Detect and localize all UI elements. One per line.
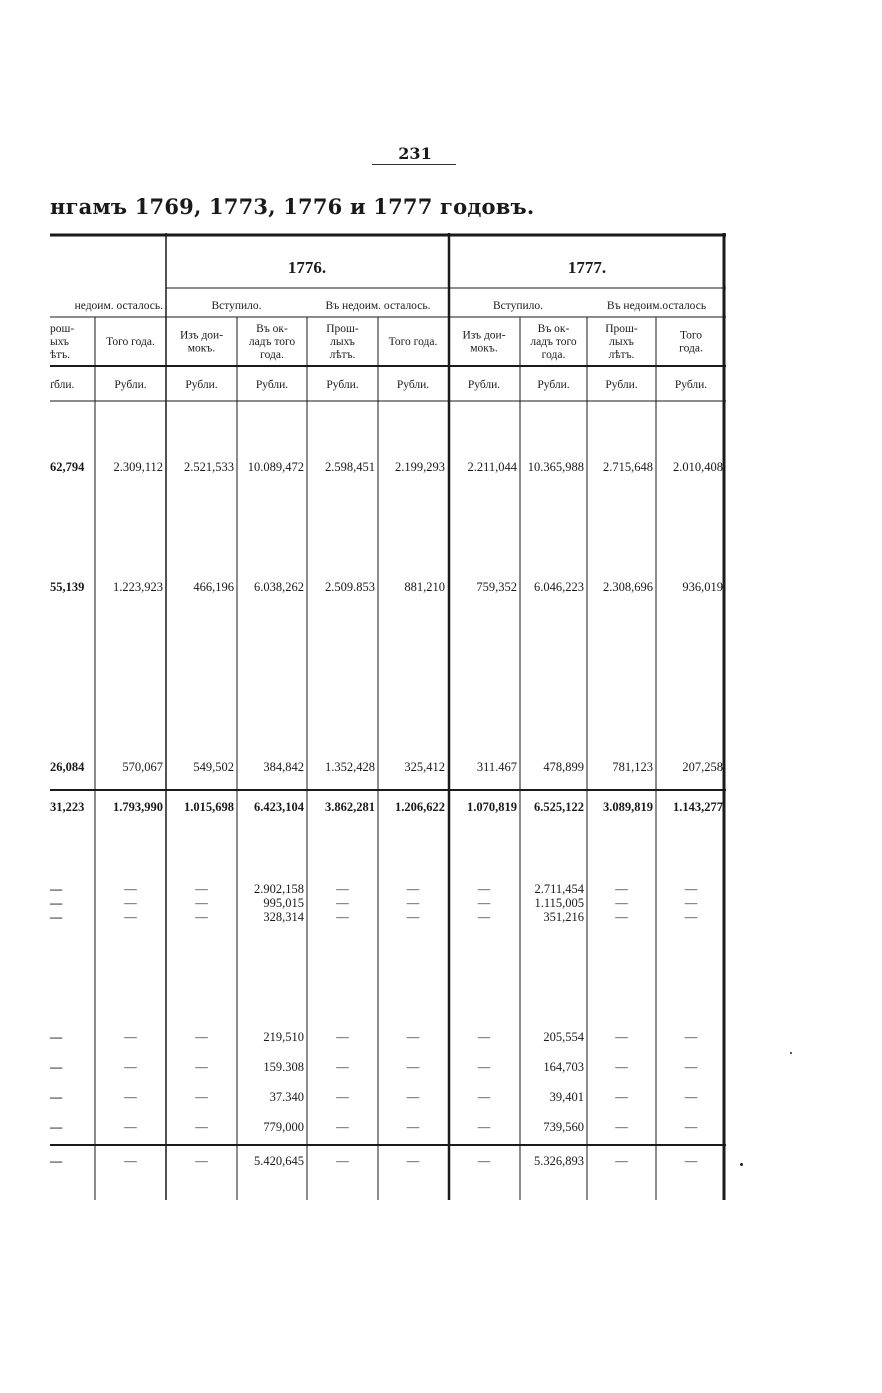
number-cell: 351,216 — [543, 910, 584, 924]
unit-label: Рубли. — [185, 379, 218, 391]
unit-label: ґбли. — [50, 379, 75, 391]
sub-header: ѣтъ. — [50, 349, 71, 361]
number-cell: 2.715,648 — [603, 460, 653, 474]
dash-cell: — — [195, 1090, 208, 1104]
dash-cell: — — [684, 1030, 698, 1044]
dash-cell: — — [124, 1090, 137, 1104]
sub-header: мокъ. — [187, 342, 216, 355]
dash-cell: — — [124, 896, 137, 910]
dash-cell: — — [615, 1154, 628, 1168]
dash-cell: — — [615, 882, 628, 896]
dash-cell: — — [195, 1030, 208, 1044]
number-cell: 6.046,223 — [534, 580, 584, 594]
number-cell: 26,084 — [50, 760, 85, 774]
dash-cell: — — [615, 1090, 628, 1104]
number-cell: 159.308 — [263, 1060, 304, 1074]
number-cell: 311.467 — [476, 760, 517, 774]
number-cell: 2.521,533 — [184, 460, 234, 474]
dash-cell: — — [477, 1090, 491, 1104]
group-header: Въ недоим.осталось — [606, 300, 707, 312]
unit-label: Рубли. — [605, 379, 638, 391]
unit-label: Рубли. — [255, 379, 289, 391]
number-cell: 6.038,262 — [254, 580, 304, 594]
dash-cell: — — [195, 896, 208, 910]
sub-header: Прош- — [605, 323, 638, 335]
dash-cell: — — [124, 1030, 137, 1044]
dash-cell: — — [477, 1154, 491, 1168]
page-title: нгамъ 1769, 1773, 1776 и 1777 годовъ. — [50, 194, 535, 219]
dash-cell: — — [684, 1060, 698, 1074]
dash-cell: — — [477, 1060, 491, 1074]
dash-cell: — — [336, 1030, 349, 1044]
stray-mark — [790, 1052, 792, 1054]
number-cell: 325,412 — [404, 760, 445, 774]
sub-header: мокъ. — [470, 342, 498, 355]
dash-cell: — — [124, 882, 137, 896]
number-cell: 781,123 — [612, 760, 653, 774]
dash-cell: — — [336, 1060, 349, 1074]
number-cell: 1.206,622 — [395, 800, 445, 814]
number-cell: 1.352,428 — [325, 760, 375, 774]
page-number-rule — [372, 164, 456, 165]
sub-header: ладъ того — [530, 336, 577, 348]
dash-cell: — — [477, 910, 491, 924]
number-cell: 6.423,104 — [254, 800, 304, 814]
dash-cell: — — [406, 1030, 420, 1044]
dash-cell: — — [124, 910, 137, 924]
number-cell: 55,139 — [50, 580, 85, 594]
number-cell: 570,067 — [122, 760, 163, 774]
dash-cell: — — [684, 1090, 698, 1104]
dash-cell: — — [124, 1060, 137, 1074]
unit-label: Рубли. — [467, 379, 501, 391]
number-cell: 2.509.853 — [325, 580, 375, 594]
sub-header: ладъ того — [248, 336, 296, 348]
number-cell: 328,314 — [263, 910, 304, 924]
dash-cell: — — [50, 910, 63, 924]
dash-cell: — — [336, 910, 349, 924]
dash-cell: — — [477, 1030, 491, 1044]
sub-header: Изъ дои- — [179, 329, 224, 342]
sub-header: Того года. — [106, 336, 155, 348]
number-cell: 1.070,819 — [467, 800, 517, 814]
number-cell: 3.862,281 — [325, 800, 375, 814]
number-cell: 10.365,988 — [527, 460, 584, 474]
number-cell: 2.309,112 — [113, 460, 163, 474]
year-header-1776: 1776. — [287, 258, 327, 277]
number-cell: 1.115,005 — [534, 896, 584, 910]
dash-cell: — — [615, 1060, 628, 1074]
dash-cell: — — [195, 882, 208, 896]
dash-cell: — — [50, 1060, 63, 1074]
dash-cell: — — [195, 1120, 208, 1134]
sub-header: лыхъ — [609, 336, 634, 348]
number-cell: 2.902,158 — [254, 882, 304, 896]
page-number: 231 — [398, 144, 432, 163]
dash-cell: — — [336, 1090, 349, 1104]
number-cell: 207,258 — [682, 760, 723, 774]
dash-cell: — — [50, 1154, 63, 1168]
number-cell: 1.143,277 — [673, 800, 723, 814]
number-cell: 881,210 — [404, 580, 445, 594]
sub-header: лѣтъ. — [329, 349, 356, 361]
number-cell: 10.089,472 — [247, 460, 304, 474]
number-cell: 37.340 — [269, 1090, 304, 1104]
dash-cell: — — [195, 1154, 208, 1168]
sub-header: года. — [679, 342, 703, 355]
dash-cell: — — [124, 1120, 137, 1134]
dash-cell: — — [124, 1154, 137, 1168]
dash-cell: — — [615, 896, 628, 910]
number-cell: 739,560 — [543, 1120, 584, 1134]
sub-header: ыхъ — [50, 336, 69, 348]
number-cell: 205,554 — [543, 1030, 584, 1044]
group-header: Вступило. — [492, 300, 544, 312]
number-cell: 6.525,122 — [534, 800, 584, 814]
sub-header: лыхъ — [330, 336, 355, 348]
number-cell: 759,352 — [476, 580, 517, 594]
dash-cell: — — [336, 1120, 349, 1134]
sub-header: года. — [541, 349, 566, 361]
number-cell: 2.308,696 — [603, 580, 653, 594]
dash-cell: — — [336, 896, 349, 910]
number-cell: 5.326,893 — [534, 1154, 584, 1168]
unit-label: Рубли. — [326, 379, 359, 391]
group-header: Въ недоим. осталось. — [325, 300, 431, 312]
number-cell: 2.211,044 — [467, 460, 517, 474]
dash-cell: — — [195, 1060, 208, 1074]
dash-cell: — — [50, 1090, 63, 1104]
dash-cell: — — [615, 1030, 628, 1044]
number-cell: 164,703 — [543, 1060, 584, 1074]
sub-header: Въ ок- — [256, 323, 288, 335]
number-cell: 62,794 — [50, 460, 85, 474]
dash-cell: — — [195, 910, 208, 924]
number-cell: 2.598,451 — [325, 460, 375, 474]
dash-cell: — — [50, 882, 63, 896]
unit-label: Рубли. — [537, 379, 570, 391]
dash-cell: — — [684, 1154, 698, 1168]
number-cell: 2.199,293 — [395, 460, 445, 474]
number-cell: 779,000 — [263, 1120, 304, 1134]
number-cell: 549,502 — [193, 760, 234, 774]
number-cell: 1.793,990 — [113, 800, 163, 814]
dash-cell: — — [615, 1120, 628, 1134]
group-header: недоим. осталось. — [74, 300, 163, 312]
dash-cell: — — [477, 882, 491, 896]
number-cell: 466,196 — [193, 580, 234, 594]
dash-cell: — — [336, 1154, 349, 1168]
dash-cell: — — [406, 1154, 420, 1168]
dash-cell: — — [406, 910, 420, 924]
number-cell: 31,223 — [50, 800, 85, 814]
sub-header: Въ ок- — [537, 323, 570, 335]
number-cell: 995,015 — [263, 896, 304, 910]
dash-cell: — — [406, 882, 420, 896]
sub-header: Того — [679, 329, 703, 342]
number-cell: 1.223,923 — [113, 580, 163, 594]
number-cell: 936,019 — [682, 580, 723, 594]
number-cell: 2.711,454 — [534, 882, 584, 896]
number-cell: 2.010,408 — [673, 460, 723, 474]
number-cell: 3.089,819 — [603, 800, 653, 814]
unit-label: Рубли. — [674, 379, 708, 391]
number-cell: 219,510 — [263, 1030, 304, 1044]
dash-cell: — — [406, 1060, 420, 1074]
unit-label: Рубли. — [396, 379, 430, 391]
dash-cell: — — [50, 1030, 63, 1044]
dash-cell: — — [406, 1120, 420, 1134]
ledger-table — [50, 233, 726, 1200]
dash-cell: — — [477, 1120, 491, 1134]
number-cell: 5.420,645 — [254, 1154, 304, 1168]
dash-cell: — — [50, 1120, 63, 1134]
sub-header: Изъ дои- — [462, 329, 506, 342]
group-header: Вступило. — [211, 300, 262, 312]
number-cell: 478,899 — [543, 760, 584, 774]
dash-cell: — — [615, 910, 628, 924]
dash-cell: — — [406, 896, 420, 910]
dash-cell: — — [684, 896, 698, 910]
year-header-1777: 1777. — [567, 258, 607, 277]
sub-header: Прош- — [326, 323, 359, 335]
sub-header: рош- — [50, 323, 75, 335]
unit-label: Рубли. — [114, 379, 147, 391]
dash-cell: — — [336, 882, 349, 896]
dash-cell: — — [684, 910, 698, 924]
dash-cell: — — [684, 882, 698, 896]
number-cell: 39,401 — [549, 1090, 584, 1104]
dash-cell: — — [684, 1120, 698, 1134]
dash-cell: — — [50, 896, 63, 910]
number-cell: 1.015,698 — [184, 800, 234, 814]
dash-cell: — — [477, 896, 491, 910]
sub-header: Того года. — [388, 336, 438, 348]
stray-mark — [740, 1163, 743, 1166]
dash-cell: — — [406, 1090, 420, 1104]
sub-header: лѣтъ. — [608, 349, 635, 361]
number-cell: 384,842 — [263, 760, 304, 774]
sub-header: года. — [260, 349, 284, 361]
